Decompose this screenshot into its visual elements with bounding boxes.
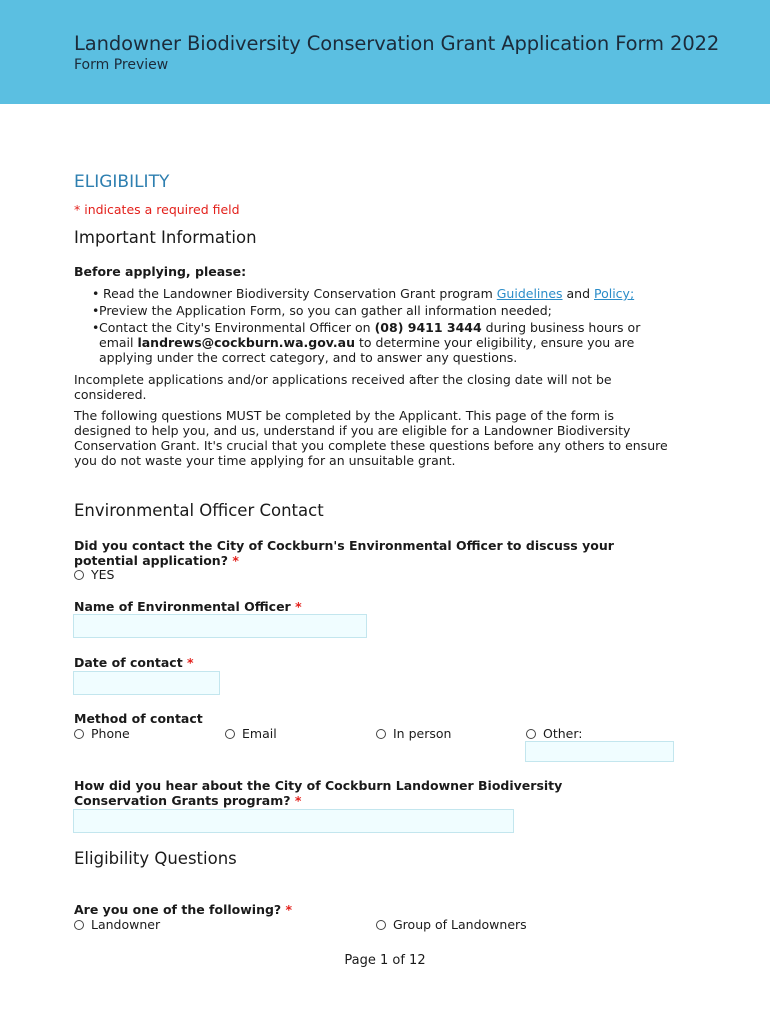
method-email-option[interactable]: Email xyxy=(225,726,277,741)
form-title: Landowner Biodiversity Conservation Grant Application Form 2022 xyxy=(74,32,720,55)
form-subtitle: Form Preview xyxy=(74,57,169,73)
instructions-paragraph: The following questions MUST be completed by the Applicant. This page of the form is designed to help you, and us, understand if you are eligible for a Landowner Biodiversity Conservation Grant. It's crucial that you complete these questions before any others to ensure you do not waste your time applying for an unsuitable grant. xyxy=(74,408,668,468)
yes-option[interactable]: YES xyxy=(74,567,114,582)
hear-input[interactable] xyxy=(73,809,514,833)
method-phone-option[interactable]: Phone xyxy=(74,726,130,741)
required-star: * xyxy=(187,655,194,670)
required-note: * indicates a required field xyxy=(74,202,240,217)
group-landowners-option[interactable]: Group of Landowners xyxy=(376,917,527,932)
hear-question: How did you hear about the City of Cockburn Landowner Biodiversity Conservation Grants program? * xyxy=(74,778,563,808)
section-title: ELIGIBILITY xyxy=(74,172,170,192)
policy-link[interactable]: Policy; xyxy=(594,286,635,301)
method-other-option[interactable]: Other: xyxy=(526,726,582,741)
applicant-type-question: Are you one of the following? * xyxy=(74,902,293,917)
instruction-list xyxy=(74,286,674,367)
radio-icon[interactable] xyxy=(526,729,536,739)
officer-heading: Environmental Officer Contact xyxy=(74,501,324,520)
radio-icon[interactable] xyxy=(376,920,386,930)
required-star: * xyxy=(294,793,302,808)
method-in-person-option[interactable]: In person xyxy=(376,726,451,741)
radio-icon[interactable] xyxy=(376,729,386,739)
list-item: • Contact the City's Environmental Officer on (08) 9411 3444 during business hours or email landrews@cockburn.wa.gov.au to determine your eligibility, ensure you are applying under the correct category, and to answer any questions. xyxy=(92,320,641,365)
required-star: * xyxy=(285,902,293,917)
date-input[interactable] xyxy=(73,671,220,695)
bullet-icon: • xyxy=(92,320,100,335)
date-label: Date of contact * xyxy=(74,655,194,670)
radio-icon[interactable] xyxy=(225,729,235,739)
method-other-input[interactable] xyxy=(525,741,674,762)
incomplete-notice: Incomplete applications and/or applications received after the closing date will not be considered. xyxy=(74,372,612,402)
required-star: * xyxy=(232,553,239,568)
guidelines-link[interactable]: Guidelines xyxy=(496,286,563,301)
radio-icon[interactable] xyxy=(74,729,84,739)
required-star: * xyxy=(295,599,302,614)
list-item: • Preview the Application Form, so you can gather all information needed; xyxy=(92,303,552,318)
eligibility-heading: Eligibility Questions xyxy=(74,849,237,868)
page-header xyxy=(0,0,770,104)
page-number: Page 1 of 12 xyxy=(344,953,426,968)
phone-number: (08) 9411 3444 xyxy=(374,320,482,335)
radio-icon[interactable] xyxy=(74,920,84,930)
important-heading: Important Information xyxy=(74,228,257,247)
method-label: Method of contact xyxy=(74,711,203,726)
before-applying-label: Before applying, please: xyxy=(74,264,247,279)
email-address: landrews@cockburn.wa.gov.au xyxy=(137,335,356,350)
radio-icon[interactable] xyxy=(74,570,84,580)
list-item: • Read the Landowner Biodiversity Conservation Grant program Guidelines and Policy; xyxy=(92,286,635,301)
contact-question: Did you contact the City of Cockburn's Environmental Officer to discuss your potential application? * xyxy=(74,538,614,568)
bullet-icon: • xyxy=(92,286,100,301)
landowner-option[interactable]: Landowner xyxy=(74,917,160,932)
officer-name-label: Name of Environmental Officer * xyxy=(74,599,302,614)
officer-name-input[interactable] xyxy=(73,614,367,638)
bullet-icon: • xyxy=(92,303,100,318)
